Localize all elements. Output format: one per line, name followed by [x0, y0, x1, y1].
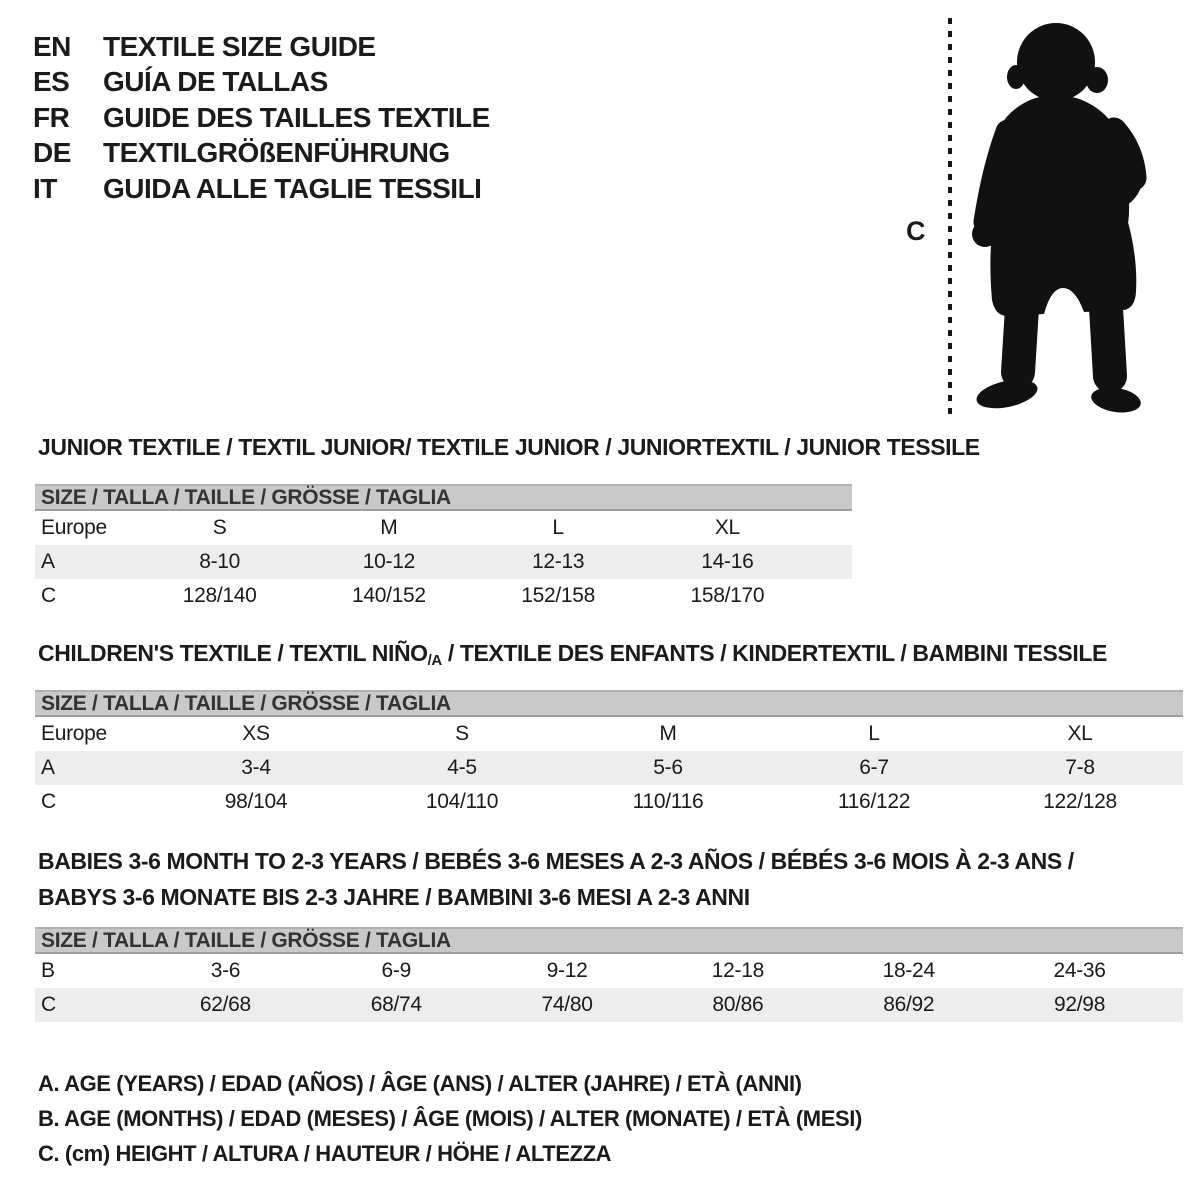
- value-cell: 152/158: [521, 584, 596, 607]
- value-cell: 4-5: [447, 756, 477, 779]
- height-measure-label: C: [906, 216, 926, 246]
- value-cell: 14-16: [701, 550, 754, 573]
- title-subscript: /A: [427, 652, 442, 669]
- language-code: ES: [33, 66, 70, 98]
- value-cell: 9-12: [546, 959, 588, 982]
- value-cell: 86/92: [883, 993, 935, 1016]
- row-label: B: [41, 959, 55, 982]
- table-row-age: [35, 545, 852, 579]
- size-cell: S: [212, 516, 227, 539]
- legend-line-c: C. (cm) HEIGHT / ALTURA / HAUTEUR / HÖHE / ALTEZZA: [38, 1141, 612, 1166]
- height-measure-dashed-line: [948, 18, 952, 415]
- size-cell: L: [552, 516, 564, 539]
- row-label: A: [41, 756, 55, 779]
- value-cell: 3-6: [210, 959, 241, 982]
- babies-title-line2: BABYS 3-6 MONATE BIS 2-3 JAHRE / BAMBINI 3-6 MESI A 2-3 ANNI: [38, 884, 750, 910]
- value-cell: 140/152: [351, 584, 426, 607]
- language-code: EN: [33, 30, 71, 62]
- value-cell: 80/86: [712, 993, 764, 1016]
- children-section-title: [38, 640, 1107, 667]
- title-text: CHILDREN'S TEXTILE / TEXTIL NIÑO: [38, 640, 428, 666]
- value-cell: 122/128: [1043, 790, 1117, 813]
- language-row-de: [33, 136, 490, 172]
- value-cell: 68/74: [370, 993, 422, 1016]
- value-cell: 128/140: [182, 584, 257, 607]
- toddler-silhouette-icon: [958, 20, 1148, 418]
- table-row-height: [35, 579, 852, 613]
- language-code: IT: [33, 172, 57, 204]
- language-row-fr: [33, 100, 490, 136]
- title-text: / TEXTILE DES ENFANTS / KINDERTEXTIL / BAMBINI TESSILE: [441, 640, 1107, 666]
- value-cell: 104/110: [425, 790, 499, 813]
- language-title: GUÍA DE TALLAS: [103, 66, 328, 98]
- size-cell: XS: [242, 722, 270, 745]
- value-cell: 5-6: [653, 756, 683, 779]
- table-row-months: [35, 954, 1183, 988]
- row-label: C: [41, 993, 56, 1016]
- value-cell: 18-24: [882, 959, 935, 982]
- value-cell: 12-13: [532, 550, 585, 573]
- language-title: TEXTILGRÖßENFÜHRUNG: [103, 137, 450, 169]
- language-code: DE: [33, 137, 71, 169]
- value-cell: 98/104: [224, 790, 288, 813]
- row-label: Europe: [41, 722, 107, 745]
- babies-section-title: [38, 843, 1074, 915]
- value-cell: 24-36: [1053, 959, 1106, 982]
- value-cell: 3-4: [241, 756, 271, 779]
- babies-title-line1: BABIES 3-6 MONTH TO 2-3 YEARS / BEBÉS 3-6 MESES A 2-3 AÑOS / BÉBÉS 3-6 MOIS À 2-3 ANS /: [38, 848, 1074, 874]
- value-cell: 110/116: [632, 790, 704, 813]
- value-cell: 8-10: [199, 550, 241, 573]
- junior-section-title: JUNIOR TEXTILE / TEXTIL JUNIOR/ TEXTILE JUNIOR / JUNIORTEXTIL / JUNIOR TESSILE: [38, 434, 980, 460]
- children-size-table: [35, 690, 1183, 819]
- table-row-europe: [35, 511, 852, 545]
- size-header-bar: SIZE / TALLA / TAILLE / GRÖSSE / TAGLIA: [35, 484, 852, 511]
- row-label: Europe: [41, 516, 107, 539]
- table-row-height: [35, 988, 1183, 1022]
- language-title: GUIDA ALLE TAGLIE TESSILI: [103, 172, 482, 204]
- value-cell: 116/122: [837, 790, 911, 813]
- row-label: C: [41, 584, 56, 607]
- value-cell: 92/98: [1054, 993, 1106, 1016]
- value-cell: 6-9: [381, 959, 411, 982]
- row-label: C: [41, 790, 56, 813]
- legend-block: [38, 1066, 862, 1171]
- value-cell: 6-7: [859, 756, 889, 779]
- size-cell: M: [380, 516, 398, 539]
- size-cell: XL: [714, 516, 740, 539]
- table-row-height: [35, 785, 1183, 819]
- language-list: [33, 29, 490, 207]
- language-title: GUIDE DES TAILLES TEXTILE: [103, 101, 490, 133]
- value-cell: 7-8: [1065, 756, 1095, 779]
- legend-line-b: B. AGE (MONTHS) / EDAD (MESES) / ÂGE (MOIS) / ALTER (MONATE) / ETÀ (MESI): [38, 1106, 862, 1131]
- table-row-europe: [35, 717, 1183, 751]
- row-label: A: [41, 550, 55, 573]
- junior-size-table: [35, 484, 852, 613]
- size-cell: L: [868, 722, 880, 745]
- size-header-bar: SIZE / TALLA / TAILLE / GRÖSSE / TAGLIA: [35, 927, 1183, 954]
- legend-line-a: A. AGE (YEARS) / EDAD (AÑOS) / ÂGE (ANS) / ALTER (JAHRE) / ETÀ (ANNI): [38, 1071, 802, 1096]
- size-header-bar: SIZE / TALLA / TAILLE / GRÖSSE / TAGLIA: [35, 690, 1183, 717]
- size-cell: S: [455, 722, 469, 745]
- value-cell: 158/170: [690, 584, 765, 607]
- language-code: FR: [33, 101, 70, 133]
- language-row-en: [33, 29, 490, 65]
- value-cell: 12-18: [711, 959, 764, 982]
- size-cell: M: [659, 722, 677, 745]
- language-row-it: [33, 171, 490, 207]
- value-cell: 62/68: [199, 993, 251, 1016]
- language-title: TEXTILE SIZE GUIDE: [103, 30, 376, 62]
- language-row-es: [33, 65, 490, 101]
- table-row-age: [35, 751, 1183, 785]
- value-cell: 74/80: [541, 993, 593, 1016]
- value-cell: 10-12: [362, 550, 415, 573]
- size-cell: XL: [1067, 722, 1093, 745]
- babies-size-table: [35, 927, 1183, 1022]
